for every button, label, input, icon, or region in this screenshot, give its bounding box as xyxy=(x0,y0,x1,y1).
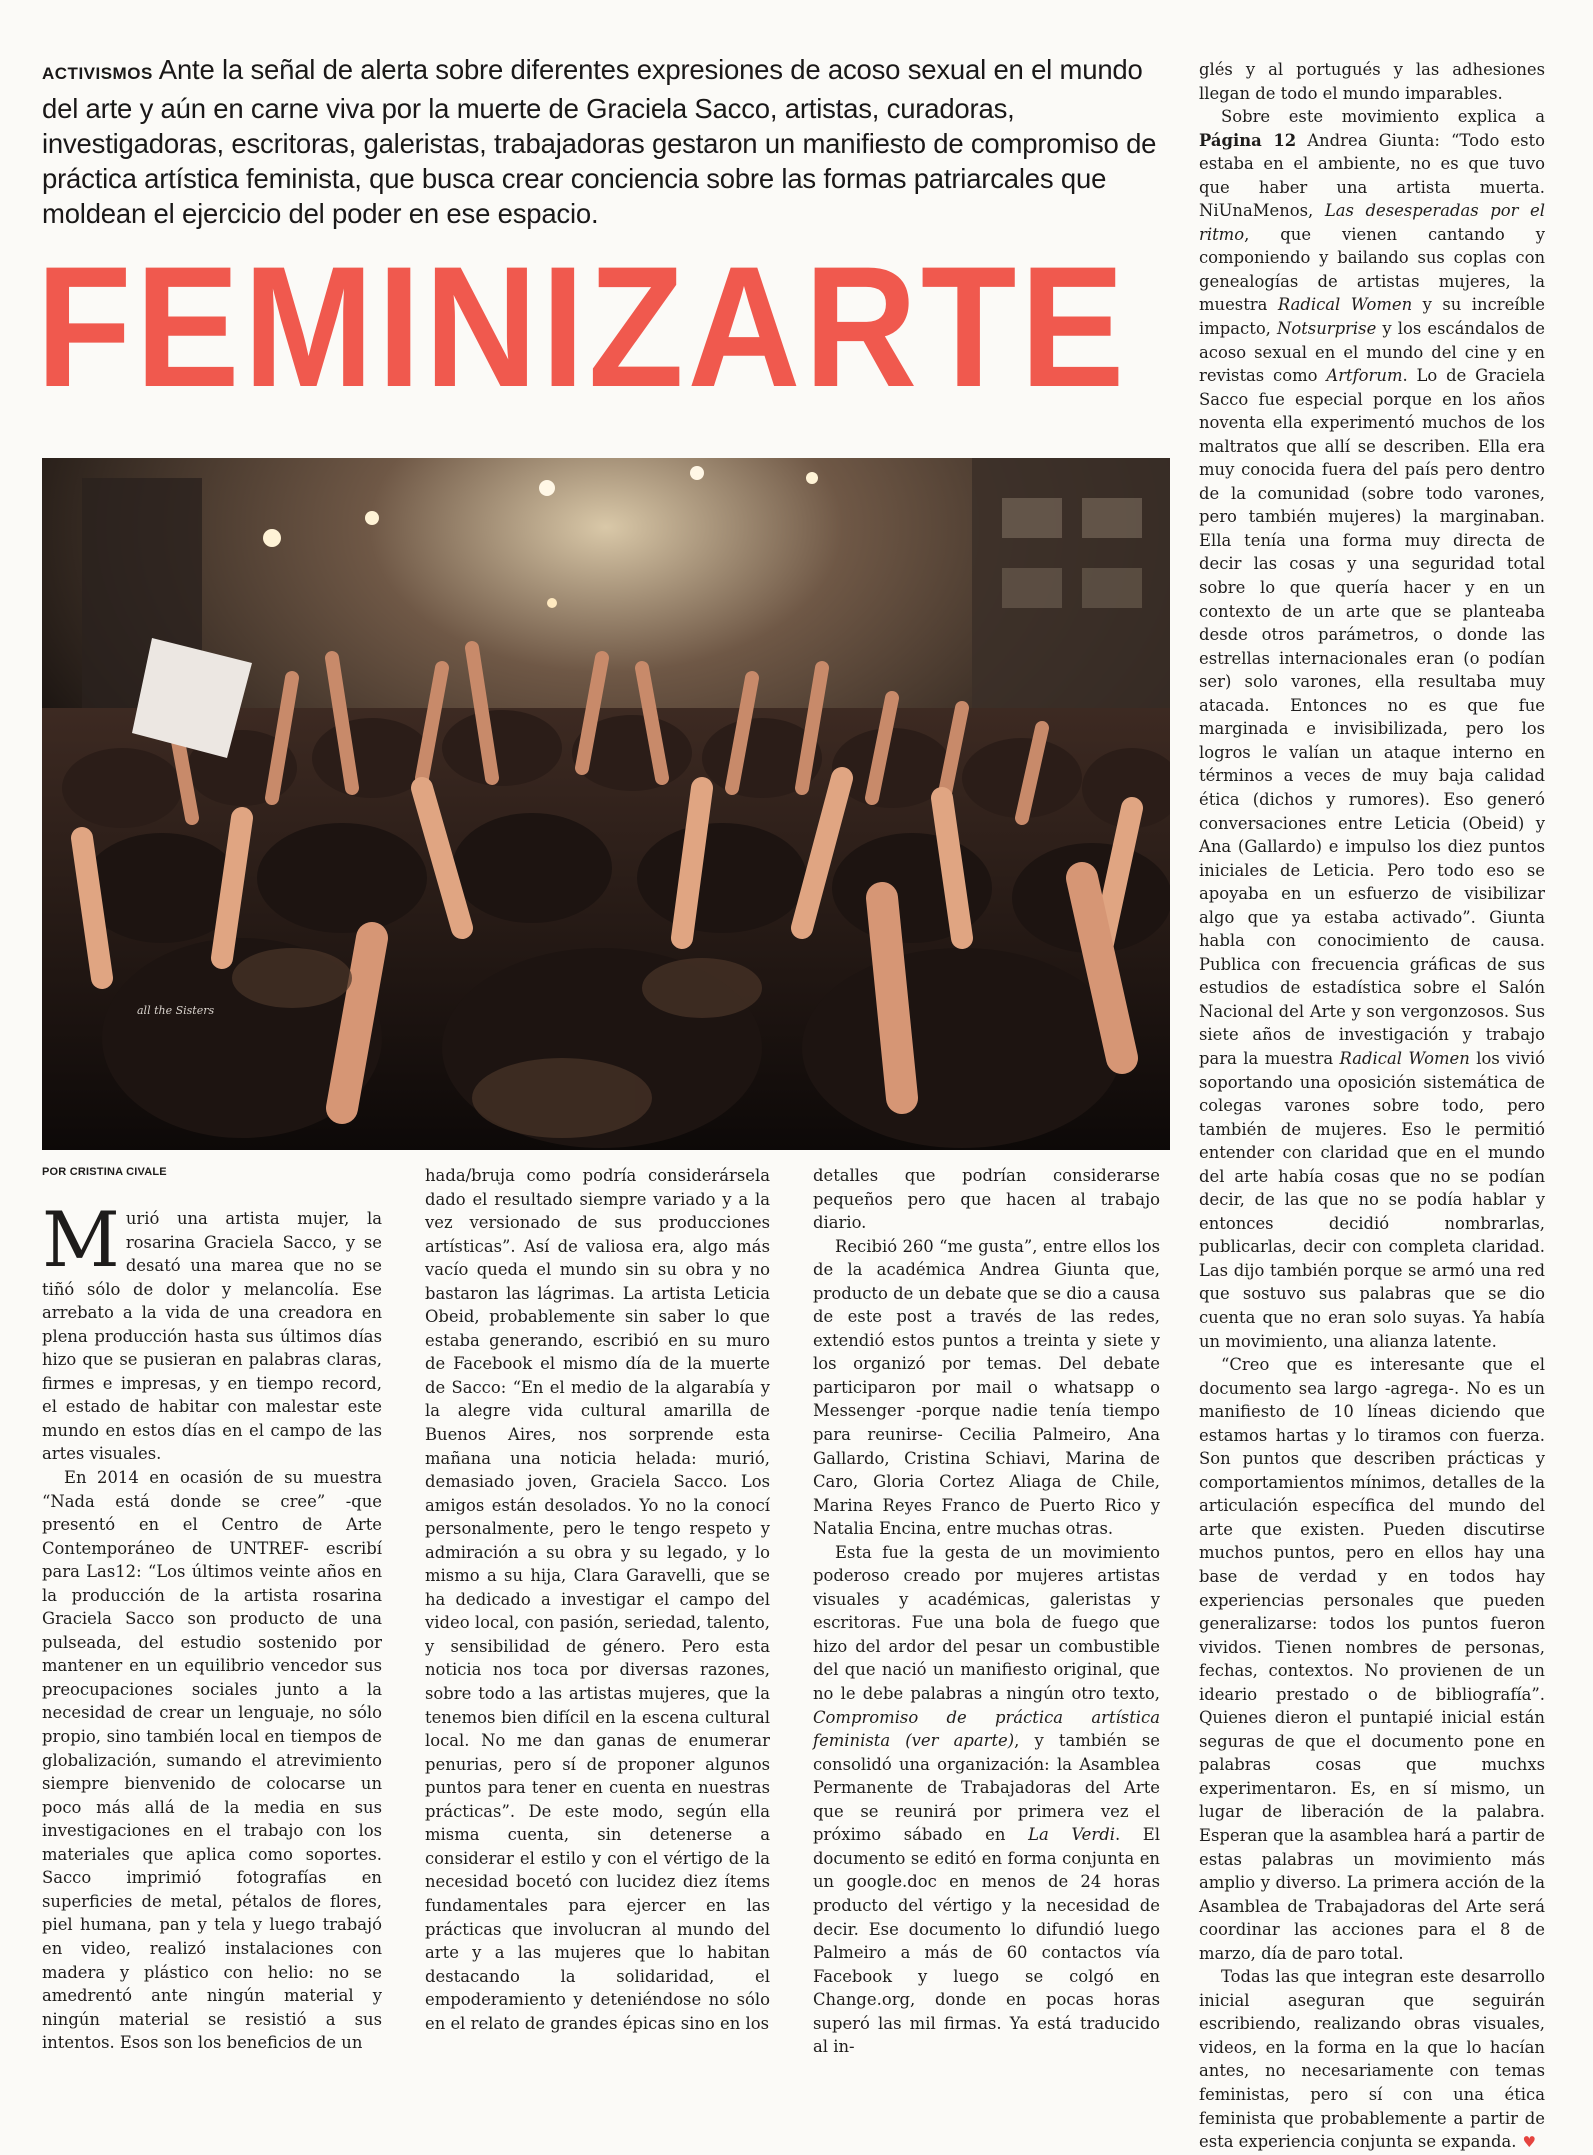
article-column-1 xyxy=(42,1195,382,2055)
paragraph: Esta fue la gesta de un movimiento poderoso creado por mujeres artistas visuales y académicas, galeristas y escritoras. Fue una bola de fuego que hizo del ardor del pesar un combustible del que nació un manifiesto original, que no le debe palabras a ningún otro texto, Compromiso de práctica artística feminista (ver aparte), y también se consolidó una organización: la Asamblea Permanente de Trabajadoras del Arte que se reunirá por primera vez el próximo sábado en La Verdi. El documento se editó en forma conjunta en un google.doc en menos de 24 horas producto del vértigo y la necesidad de decir. Ese documento lo difundió luego Palmeiro a más de 60 contactos vía Facebook y luego se colgó en Change.org, donde en pocas horas superó las mil firmas. Ya está traducido al in- xyxy=(813,1542,1160,2057)
section-kicker: ACTIVISMOS xyxy=(42,64,153,83)
deck-text: Ante la señal de alerta sobre diferentes expresiones de acoso sexual en el mundo del arte y aún en carne viva por la muerte de Graciela Sacco, artistas, curadoras, investigadoras, escritoras, galeristas, trabajadoras gestaron un manifiesto de compromiso de práctica artística feminista, que busca crear conciencia sobre las formas patriarcales que moldean el ejercicio del poder en ese espacio. xyxy=(42,54,1157,229)
paragraph: Recibió 260 “me gusta”, entre ellos los de la académica Andrea Giunta que, producto de un debate que se dio a causa de este post a través de las redes, extendió estos puntos a treinta y siete y los organizó por temas. Del debate participaron por mail o whatsapp o Messenger -porque nadie tenía tiempo para reunirse- Cecilia Palmeiro, Ana Gallardo, Cristina Schiavi, Marina de Caro, Gloria Cortez Aliaga de Chile, Marina Reyes Franco de Puerto Rico y Natalia Encina, entre muchas otras. xyxy=(813,1236,1160,1539)
byline: POR CRISTINA CIVALE xyxy=(42,1166,167,1178)
article-column-4 xyxy=(1199,58,1545,2155)
venue-name: La Verdi xyxy=(1028,1825,1115,1845)
paragraph: Todas las que integran este desarrollo inicial aseguran que seguirán escribiendo, realizando obras visuales, videos, en la forma en la que lo hacían antes, no necesariamente con temas feministas, pero sí con una ética feminista que probablemente a partir de esta experiencia conjunta se expanda. ♥ xyxy=(1199,1967,1545,2152)
drop-cap: M xyxy=(42,1195,120,1284)
paragraph: “Creo que es interesante que el documento sea largo -agrega-. No es un manifiesto de 10 líneas diciendo que estamos hartas y lo tiramos con fuerza. Son puntos que describen prácticas y comportamientos mínimos, detalles de la articulación específica del mundo del arte que existen. Pueden discutirse muchos puntos, pero en ellos hay una base de verdad y en todos hay experiencias personales que pueden generalizarse: todos los puntos fueron vividos. Tienen nombres de personas, fechas, contextos. No provienen de un ideario prestado o de bibliografía”. Quienes dieron el puntapié inicial están seguras de que el documento pone en palabras cosas que muchxs experimentaron. Es, en sí mismo, un lugar de liberación de la palabra. Esperan que la asamblea hará a partir de estas palabras un movimiento más amplio y diverso. La primera acción de la Asamblea de Trabajadoras del Arte será coordinar las acciones para el 8 de marzo, día de paro total. xyxy=(1199,1355,1545,1963)
paragraph: glés y al portugués y las adhesiones llegan de todo el mundo imparables. xyxy=(1199,60,1545,103)
manifesto-title: Compromiso de práctica artística feminista (ver aparte) xyxy=(813,1707,1160,1751)
newspaper-name: Página 12 xyxy=(1199,130,1297,150)
heart-icon: ♥ xyxy=(1522,2133,1536,2152)
paragraph: detalles que podrían considerarse pequeños pero que hacen al trabajo diario. xyxy=(813,1166,1160,1233)
article-deck xyxy=(42,52,1160,231)
shirt-text: all the Sisters xyxy=(137,1004,215,1017)
headline: FEMINIZARTE xyxy=(36,231,1129,423)
paragraph: En 2014 en ocasión de su muestra “Nada está donde se cree” -que presentó en el Centro de Arte Contemporáneo de UNTREF- escribí para Las12: “Los últimos veinte años en la producción de la artista rosarina Graciela Sacco son producto de una pulseada, del estudio sostenido por mantener en un equilibrio vencedor sus preocupaciones sociales junto a la necesidad de crear un lenguaje, no sólo propio, sino también local en tiempos de globalización, sumando el atrevimiento siempre bienvenido de colocarse un poco más allá de la media en sus investigaciones en el trabajo con los materiales que aplica como soportes. Sacco imprimió fotografías en superficies de metal, pétalos de flores, piel humana, pan y tela y luego trabajó en video, realizó instalaciones con madera y plástico con helio: no se amedrentó ante ningún material y ningún material se resistió a sus intentos. Esos son los beneficios de un xyxy=(42,1468,382,2053)
article-column-2 xyxy=(425,1164,770,2035)
paragraph: hada/bruja como podría considerársela dado el resultado siempre variado y a la vez versionado de sus producciones artísticas”. Así de valiosa era, algo más vacío queda el mundo sin su obra y no bastaron las lágrimas. La artista Leticia Obeid, probablemente sin saber lo que estaba generando, escribió en su muro de Facebook el mismo día de la muerte de Sacco: “En el medio de la algarabía y la alegre vida cultural amarilla de Buenos Aires, nos sorprende esta mañana una noticia helada: murió, demasiado joven, Graciela Sacco. Los amigos están desolados. Yo no la conocí personalmente, pero le tengo respeto y admiración a su obra y su legado, y lo mismo a su hija, Clara Garavelli, que se ha dedicado a investigar el campo del video local, con pasión, seriedad, talento, y sensibilidad de género. Pero esta noticia nos toca por diversas razones, sobre todo a las artistas mujeres, que la tenemos bien difícil en la escena cultural local. No me dan ganas de enumerar penurias, pero sí de proponer algunos puntos para tener en cuenta en nuestras prácticas”. De este modo, según ella misma cuenta, sin detenerse a considerar el estilo y con el vértigo de la necesidad bocetó con lucidez diez ítems fundamentales para ejercer en las prácticas que involucran al mundo del arte y a las mujeres que lo habitan destacando la solidaridad, el empoderamiento y deteniéndose no sólo en el relato de grandes épicas sino en los xyxy=(425,1166,770,2033)
paragraph: Sobre este movimiento explica a Página 12 Andrea Giunta: “Todo esto estaba en el ambiente, no es que tuvo que haber una artista muerta. NiUnaMenos, Las desesperadas por el ritmo, que vienen cantando y componiendo y bailando sus coplas con genealogías de artistas mujeres, la muestra Radical Women y su increíble impacto, Notsurprise y los escándalos de acoso sexual en el mundo del cine y en revistas como Artforum. Lo de Graciela Sacco fue especial porque en los años noventa ella experimentó muchos de los maltratos que allí se describen. Ella era muy conocida fuera del país pero dentro de la comunidad (sobre todo varones, pero también mujeres) la marginaban. Ella tenía una forma muy directa de decir las cosas y una seguridad total sobre lo que quería hacer y en un contexto de un arte que se planteaba desde otros parámetros, o donde las estrellas internacionales eran (o podían ser) solo varones, ella resultaba muy atacada. Entonces no es que fue marginada e invisibilizada, pero los logros le valían un ataque interno en términos a veces de muy baja calidad ética (dichos y rumores). Eso generó conversaciones entre Leticia (Obeid) y Ana (Gallardo) e impulso los diez puntos iniciales de Leticia. Pero todo eso se apoyaba en un esfuerzo de visibilizar algo que ya estaba activado”. Giunta habla con conocimiento de causa. Publica con frecuencia gráficas de sus estudios de estadística sobre el Salón Nacional del Arte y son vergonzosos. Sus siete años de investigación y trabajo para la muestra Radical Women los vivió soportando una oposición sistemática de colegas varones sobre todo, pero también de mujeres. Eso le permitió entender con claridad que en el mundo del arte había cosas que no se podían decir, de las que no se podía hablar y entonces decidió nombrarlas, publicarlas, decir con completa claridad. Las dijo también porque se armó una red que sostuvo sus palabras que se dio cuenta que no eran solo suyas. Ya había un movimiento, una alianza latente. xyxy=(1199,107,1546,1351)
crowd-photo xyxy=(42,458,1170,1150)
article-column-3 xyxy=(813,1164,1160,2059)
crowd-photo-illustration xyxy=(42,458,1170,1150)
paragraph: Murió una artista mujer, la rosarina Graciela Sacco, y se desató una marea que no se tiñó sólo de dolor y melancolía. Ese arrebato a la vida de una creadora en plena producción hasta sus últimos días hizo que se pusieran en palabras claras, firmes e impresas, y en tiempo record, el estado de habitar con malestar este mundo en estos días en el campo de las artes visuales. xyxy=(42,1195,382,1464)
